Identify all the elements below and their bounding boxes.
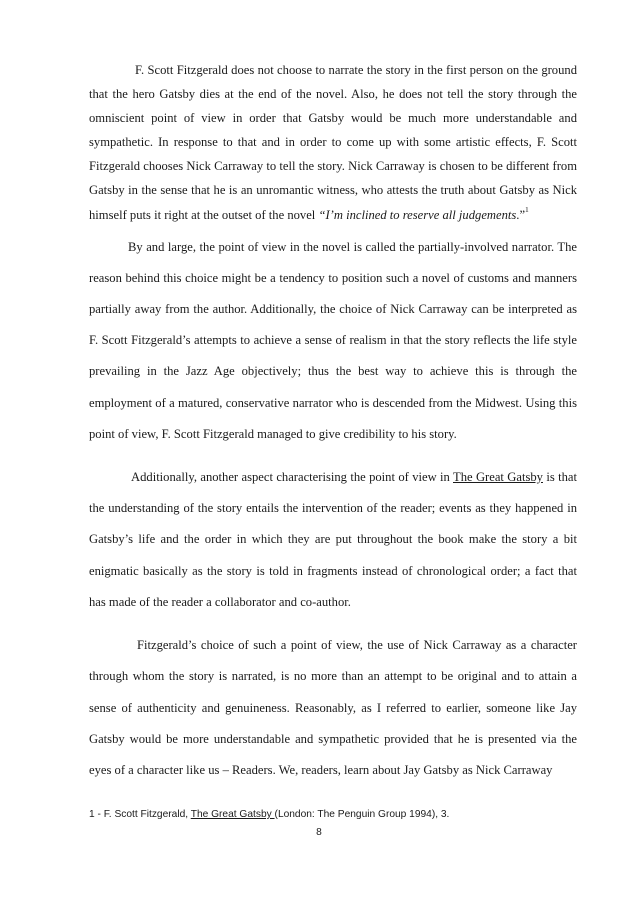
footnote-book-title: The Great Gatsby	[190, 809, 275, 820]
paragraph-1-text: F. Scott Fitzgerald does not choose to narrate the story in the first person on the ground that the hero Gatsby dies at the end of the novel. Also, he does not tell the story through the omniscient point of view in order that Gatsby would be much more understandable and sympathetic. In response to that and in order to come up with some artistic effects, F. Scott Fitzgerald chooses Nick Carraway to tell the story. Nick Carraway is chosen to be different from Gatsby in the sense that he is an unromantic witness, who attests the truth about Gatsby as Nick himself puts it right at the outset of the novel	[89, 63, 577, 222]
paragraph-3-text-continued: is that the understanding of the story entails the intervention of the reader; events as they happened in Gatsby’s life and the order in which they are put throughout the book make the story a bit enigmatic basically as the story is told in fragments instead of chronological order; a fact that has made of the reader a collaborator and co-author.	[89, 470, 577, 609]
paragraph-3-text: Additionally, another aspect characterising the point of view in	[131, 470, 453, 485]
page-number: 8	[316, 827, 322, 838]
paragraph-2-text: By and large, the point of view in the novel is called the partially-involved narrator. The reason behind this choice might be a tendency to position such a novel of customs and manners partially away from the author. Additionally, the choice of Nick Carraway can be interpreted as F. Scott Fitzgerald’s attempts to achieve a sense of realism in that the story reflects the life style prevailing in the Jazz Age objectively; thus the best way to achieve this is through the employment of a matured, conservative narrator who is descended from the Midwest. Using this point of view, F. Scott Fitzgerald managed to give credibility to his story.	[89, 239, 577, 441]
body-text	[89, 58, 577, 786]
footnote	[89, 808, 577, 822]
paragraph-3	[89, 462, 577, 618]
footnote-reference: 1	[525, 205, 529, 215]
paragraph-1-quote: “I’m inclined to reserve all judgements	[318, 207, 517, 222]
footnote-prefix: 1 - F. Scott Fitzgerald,	[89, 809, 191, 820]
footnote-suffix: (London: The Penguin Group 1994), 3.	[274, 809, 450, 820]
paragraph-4	[89, 630, 577, 786]
paragraph-4-text: Fitzgerald’s choice of such a point of view, the use of Nick Carraway as a character through whom the story is narrated, is no more than an attempt to be original and to attain a sense of authenticity and genuineness. Reasonably, as I referred to earlier, someone like Jay Gatsby would be more understandable and sympathetic provided that he is presented via the eyes of a character like us – Readers. We, readers, learn about Jay Gatsby as Nick Carraway	[89, 638, 577, 777]
paragraph-1-quote-close: .”	[516, 207, 526, 222]
paragraph-1	[89, 58, 577, 227]
paragraph-2	[89, 232, 577, 450]
book-title: The Great Gatsby	[453, 470, 543, 485]
